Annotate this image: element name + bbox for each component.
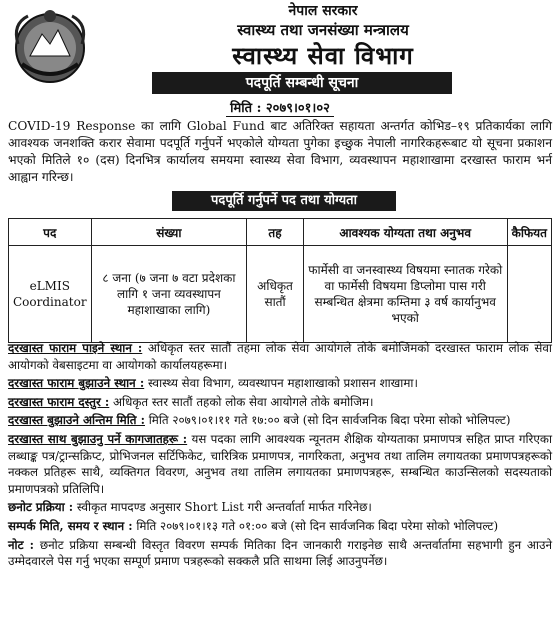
cell-level: अधिकृत सातौं	[247, 246, 304, 343]
info-label: दरखास्त फाराम बुझाउने स्थान :	[8, 376, 145, 391]
info-documents	[8, 431, 552, 497]
ministry-name: स्वास्थ्य तथा जनसंख्या मन्त्रालय	[237, 21, 409, 39]
info-form-location	[8, 340, 552, 373]
info-text: स्वास्थ्य सेवा विभाग, व्यवस्थापन महाशाखाको प्रशासन शाखामा।	[147, 376, 418, 391]
header-qualification: आवश्यक योग्यता तथा अनुभव	[303, 219, 507, 246]
info-label: सम्पर्क मिति, समय र स्थान :	[8, 518, 133, 533]
info-text: यस पदका लागि आवश्यक न्यूनतम शैक्षिक योग्यताका प्रमाणपत्र सहित प्राप्त गरिएका लब्धाङ्क पत्र/ट्रान्सक्रिप्ट, प्रोभिजनल सर्टिफिकेट, चारित्रिक प्रमाणपत्र, नागरिकता, अनुभव तथा तालिम लगायतका प्रमाणपत्रहरूको नक्कल प्रतिहरू साथै, व्यक्तिगत विवरण, अनुभव तथा तालिम लगायतका प्रमाणपत्रहरू, सम्बन्धित काउन्सिलको सदस्यताको प्रमाणपत्रको प्रतिलिपि।	[8, 431, 552, 496]
info-selection-process	[8, 499, 552, 516]
info-label: दरखास्त साथ बुझाउनु पर्ने कागजातहरू :	[8, 431, 188, 446]
info-label: दरखास्त बुझाउने अन्तिम मिति :	[8, 413, 145, 428]
department-name: स्वास्थ्य सेवा विभाग	[232, 41, 414, 70]
notice-title: पदपूर्ति सम्बन्धी सूचना	[152, 72, 452, 94]
cell-remarks	[507, 246, 551, 343]
info-text: स्वीकृत मापदण्ड अनुसार Short List गरी अन्तर्वार्ता मार्फत गरिनेछ।	[76, 500, 372, 515]
date-label: मिति :	[230, 101, 262, 116]
nepal-emblem-icon	[8, 4, 92, 88]
info-text: अधिकृत स्तर सातौं तहको लोक सेवा आयोगले तोके बमोजिम।	[113, 394, 374, 409]
info-contact	[8, 518, 552, 535]
info-label: दरखास्त फाराम दस्तुर :	[8, 394, 110, 409]
header-level: तह	[247, 219, 304, 246]
table-row	[9, 246, 552, 343]
letterhead	[96, 2, 550, 72]
table-header-row	[9, 219, 552, 246]
info-label: नोट :	[8, 537, 35, 552]
date-value: २०७९।०१।०२	[265, 101, 330, 116]
info-text: मिति २०७९।०१।११ गते १७:०० बजे (सो दिन सार्वजनिक बिदा परेमा सोको भोलिपल्ट)	[148, 413, 511, 428]
header-post: पद	[9, 219, 92, 246]
intro-paragraph: COVID-19 Response का लागि Global Fund बाट अतिरिक्त सहायता अन्तर्गत कोभिड–१९ प्रतिकार्यका लागि आवश्यक जनशक्ति करार सेवामा पदपूर्ति गर्नुपर्ने भएकोले योग्यता पुगेका इच्छुक नेपाली नागरिकहरूबाट यो सूचना प्रकाशन भएको मितिले १० (दस) दिनभित्र कार्यालय समयमा स्वास्थ्य सेवा विभाग, व्यवस्थापन महाशाखामा दरखास्त फाराम भर्न आह्वान गरिन्छ।	[8, 119, 552, 184]
header-count: संख्या	[91, 219, 247, 246]
cell-qualification: फार्मेसी वा जनस्वास्थ्य विषयमा स्नातक गरेको वा फार्मेसी विषयमा डिप्लोमा पास गरी सम्बन्धित क्षेत्रमा कम्तिमा ३ वर्ष कार्यानुभव भएको	[303, 246, 507, 343]
info-note	[8, 537, 552, 570]
info-submit-location	[8, 375, 552, 392]
notice-date	[0, 98, 560, 116]
info-label: छनोट प्रक्रिया :	[8, 500, 74, 515]
info-label: दरखास्त फाराम पाइने स्थान :	[8, 341, 143, 355]
info-deadline	[8, 412, 552, 429]
info-form-fee	[8, 394, 552, 411]
government-name: नेपाल सरकार	[288, 3, 358, 19]
cell-post: eLMIS Coordinator	[9, 246, 92, 343]
cell-count: ८ जना (७ जना ७ वटा प्रदेशका लागि १ जना व्यवस्थापन महाशाखाका लागि)	[91, 246, 247, 343]
header-remarks: कैफियत	[507, 219, 551, 246]
info-section	[8, 340, 552, 572]
posts-table	[8, 218, 552, 343]
table-title: पदपूर्ति गर्नुपर्ने पद तथा योग्यता	[172, 191, 396, 211]
info-text: छनोट प्रक्रिया सम्बन्धी विस्तृत विवरण सम्पर्क मितिका दिन जानकारी गराइनेछ साथै अन्तर्वार्तामा सहभागी हुन आउने उम्मेदवारले पेस गर्नु भएका सम्पूर्ण प्रमाण पत्रहरूको सक्कलै प्रति साथमा लिई आउनुपर्नेछ।	[8, 537, 553, 569]
info-text: मिति २०७९।०१।१३ गते ०१:०० बजे (सो दिन सार्वजनिक बिदा परेमा सोको भोलिपल्ट)	[136, 518, 499, 533]
info-text: अधिकृत स्तर सातौं तहमा लोक सेवा आयोगले तोके बमोजिमको दरखास्त फाराम लोक सेवा आयोगको वेबसाइटमा वा आयोगको कार्यालयहरूमा।	[8, 341, 552, 372]
